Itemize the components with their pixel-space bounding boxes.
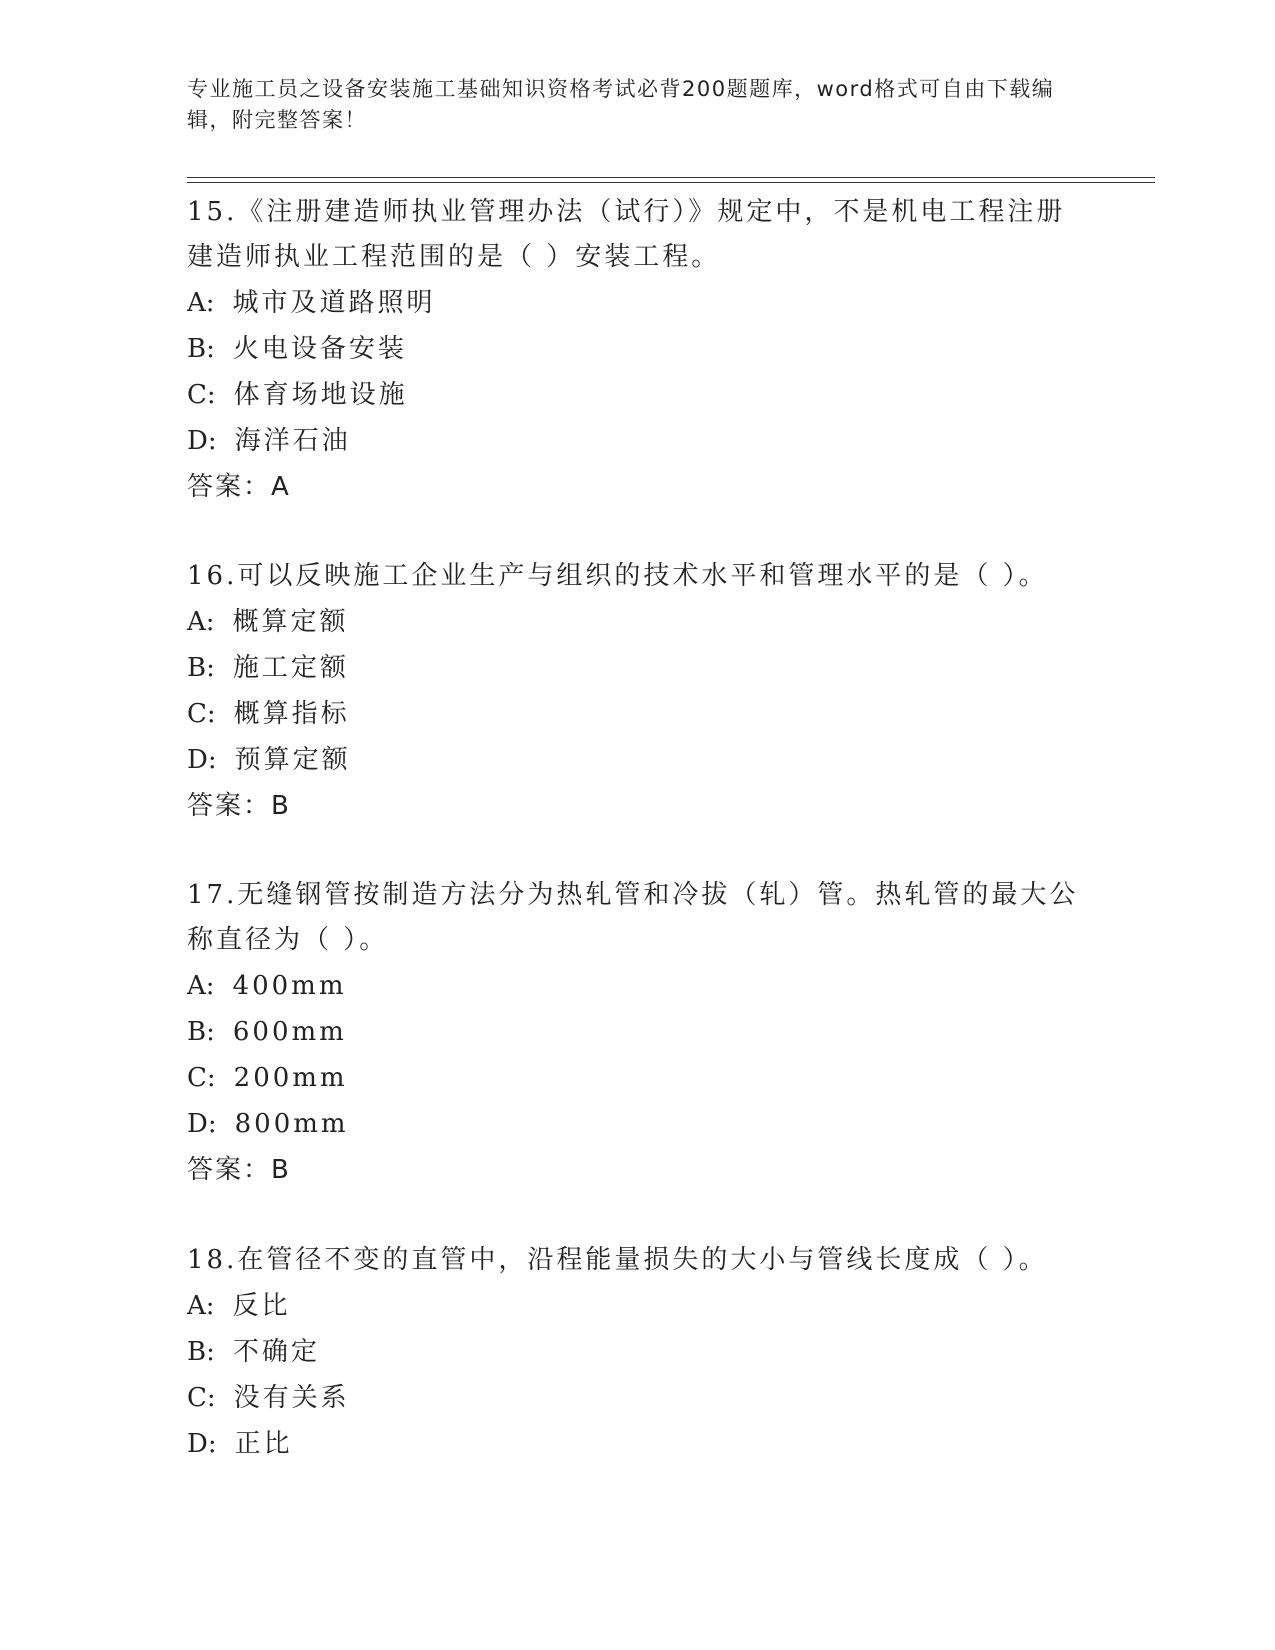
option-text: 预算定额	[234, 745, 351, 775]
option-c	[187, 372, 1087, 418]
option-text: 600mm	[232, 1017, 347, 1047]
document-intro: 专业施工员之设备安装施工基础知识资格考试必背200题题库，word格式可自由下载编辑，附完整答案！	[187, 77, 1055, 132]
option-letter: D:	[187, 426, 217, 456]
option-letter: C:	[187, 699, 216, 729]
option-text: 没有关系	[233, 1383, 350, 1413]
option-letter: C:	[187, 1383, 216, 1413]
option-letter: C:	[187, 1063, 216, 1093]
header-rule-top	[187, 177, 1155, 178]
option-b	[187, 1009, 1087, 1055]
answer-line: 答案：A	[187, 472, 291, 502]
option-a	[187, 963, 1087, 1009]
option-letter: D:	[187, 745, 217, 775]
option-text: 海洋石油	[234, 426, 351, 456]
option-a	[187, 599, 1087, 645]
option-text: 火电设备安装	[232, 334, 407, 364]
option-text: 概算指标	[233, 699, 350, 729]
option-letter: B:	[187, 1337, 215, 1367]
option-b	[187, 1329, 1087, 1375]
answer-line: 答案：B	[187, 791, 291, 821]
question-stem: 15.《注册建造师执业管理办法（试行）》规定中，不是机电工程注册建造师执业工程范围的是（ ）安装工程。	[187, 197, 1066, 272]
option-text: 正比	[234, 1429, 293, 1459]
option-a	[187, 1283, 1087, 1329]
option-d	[187, 1421, 1087, 1467]
option-text: 城市及道路照明	[232, 288, 436, 318]
question-16	[187, 554, 1087, 829]
option-c	[187, 1375, 1087, 1421]
option-text: 反比	[232, 1291, 291, 1321]
option-letter: C:	[187, 380, 216, 410]
option-letter: A:	[187, 971, 215, 1001]
option-letter: A:	[187, 288, 215, 318]
option-c	[187, 691, 1087, 737]
option-text: 不确定	[232, 1337, 320, 1367]
question-18	[187, 1238, 1087, 1467]
option-letter: D:	[187, 1109, 217, 1139]
header-rule-bottom	[187, 182, 1155, 183]
option-letter: B:	[187, 334, 215, 364]
option-d	[187, 1101, 1087, 1147]
option-letter: B:	[187, 653, 215, 683]
option-c	[187, 1055, 1087, 1101]
option-d	[187, 737, 1087, 783]
question-stem: 18.在管径不变的直管中，沿程能量损失的大小与管线长度成（ ）。	[187, 1245, 1048, 1275]
option-text: 施工定额	[232, 653, 349, 683]
answer-line: 答案：B	[187, 1155, 291, 1185]
option-b	[187, 645, 1087, 691]
option-d	[187, 418, 1087, 464]
option-letter: B:	[187, 1017, 215, 1047]
option-text: 概算定额	[232, 607, 349, 637]
option-a	[187, 280, 1087, 326]
question-15	[187, 190, 1087, 510]
question-stem: 17.无缝钢管按制造方法分为热轧管和冷拔（轧）管。热轧管的最大公称直径为（ ）。	[187, 880, 1079, 955]
option-letter: A:	[187, 1291, 215, 1321]
question-17	[187, 873, 1087, 1193]
option-letter: D:	[187, 1429, 217, 1459]
option-letter: A:	[187, 607, 215, 637]
option-text: 200mm	[233, 1063, 348, 1093]
option-text: 800mm	[234, 1109, 349, 1139]
option-b	[187, 326, 1087, 372]
option-text: 体育场地设施	[233, 380, 408, 410]
question-stem: 16.可以反映施工企业生产与组织的技术水平和管理水平的是（ ）。	[187, 561, 1048, 591]
option-text: 400mm	[232, 971, 347, 1001]
